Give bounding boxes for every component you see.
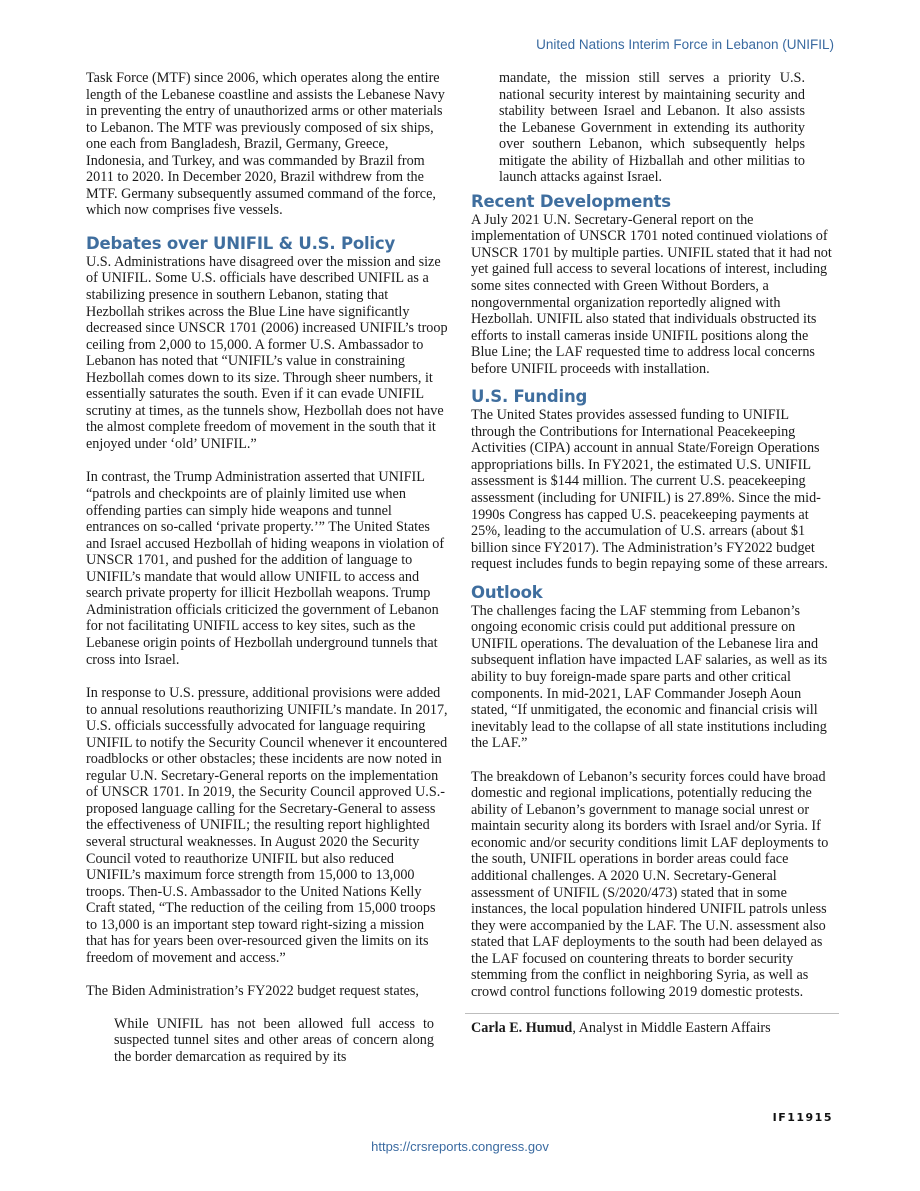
debates-paragraph-3: In response to U.S. pressure, additional provisions were added to annual resolutions reauthorizing UNIFIL’s mandate. In 2017, U.S. officials successfully advocated for language requiring UNIFIL to notify the Security Council whenever it encountered roadblocks or other obstacles; these incidents are now noted in regular U.N. Secretary-General reports on the implementation of UNSCR 1701. In 2019, the Security Council approved U.S.-proposed language calling for the Secretary-General to assess the effectiveness of UNIFIL; the resulting report highlighted several structural weaknesses. In August 2020 the Security Council voted to reauthorize UNIFIL but also reduced UNIFIL’s maximum force strength from 15,000 to 13,000 troops. Then-U.S. Ambassador to the United Nations Kelly Craft stated, “The reduction of the ceiling from 15,000 troops to 13,000 is an important step toward right-sizing a mission that has for years been over-resourced given the limits on its freedom of movement and access.” [86, 685, 448, 966]
author-line [471, 1020, 833, 1037]
budget-quote-end: mandate, the mission still serves a priority U.S. national security interest by maintaining security and stability between Israel and Lebanon. It also assists the Lebanese Government in extending its authority over southern Lebanon, which subsequently helps mitigate the ability of Hizballah and other militias to launch attacks against Israel. [499, 70, 805, 186]
us-funding-heading: U.S. Funding [471, 387, 588, 407]
left-column [86, 70, 448, 1066]
us-funding-paragraph: The United States provides assessed funding to UNIFIL through the Contributions for International Peacekeeping Activities (CIPA) account in annual State/Foreign Operations appropriations bills. In FY2021, the estimated U.S. UNIFIL assessment is $144 million. The current U.S. peacekeeping assessment (including for UNIFIL) is 27.89%. Since the mid-1990s Congress has capped U.S. peacekeeping payments at 25%, leading to the accumulation of U.S. arrears (about $1 billion since FY2017). The Administration’s FY2022 budget request includes funds to begin repaying some of these arrears. [471, 407, 828, 573]
outlook-paragraph-1: The challenges facing the LAF stemming from Lebanon’s ongoing economic crisis could put additional pressure on UNIFIL operations. The devaluation of the Lebanese lira and subsequent inflation have impacted LAF salaries, as well as its ability to buy foreign-made spare parts and other critical components. In mid-2021, LAF Commander Joseph Aoun stated, “If unmitigated, the economic and financial crisis will inevitably lead to the collapse of all state institutions including the LAF.” [471, 602, 828, 752]
author-divider [465, 1013, 839, 1014]
debates-heading: Debates over UNIFIL & U.S. Policy [86, 233, 396, 253]
recent-developments-paragraph: A July 2021 U.N. Secretary-General report on the implementation of UNSCR 1701 noted continued violations of UNSCR 1701 by multiple parties. UNIFIL stated that it had not yet gained full access to several locations of interest, including some sites connected with Green Without Borders, a nongovernmental organization reportedly aligned with Hezbollah. UNIFIL also stated that individuals obstructed its efforts to install cameras inside UNIFIL positions along the Blue Line; the LAF requested time to address local concerns before UNIFIL proceeds with installation. [471, 211, 832, 377]
debates-paragraph-4: The Biden Administration’s FY2022 budget request states, [86, 983, 419, 1000]
recent-developments-heading: Recent Developments [471, 191, 671, 211]
author-name: Carla E. Humud [471, 1020, 573, 1037]
footer-url-link[interactable]: https://crsreports.congress.gov [371, 1139, 549, 1154]
debates-paragraph-1: U.S. Administrations have disagreed over the mission and size of UNIFIL. Some U.S. officials have described UNIFIL as a stabilizing presence in southern Lebanon, stating that Hezbollah strikes across the Blue Line have significantly decreased since UNSCR 1701 (2006) increased UNIFIL’s troop ceiling from 2,000 to 15,000. A former U.S. Ambassador to Lebanon has noted that “UNIFIL’s value in constraining Hezbollah comes down to its size. Through sheer numbers, it essentially saturates the south. Even if it can evade UNIFIL scrutiny at times, as the tunnels show, Hezbollah does not have the almost complete freedom of movement in the south that it enjoyed under ‘old’ UNIFIL.” [86, 253, 448, 452]
budget-quote-start: While UNIFIL has not been allowed full access to suspected tunnel sites and other areas of concern along the border demarcation as required by its [114, 1015, 434, 1065]
running-header-title: United Nations Interim Force in Lebanon (UNIFIL) [536, 37, 834, 52]
debates-paragraph-2: In contrast, the Trump Administration asserted that UNIFIL “patrols and checkpoints are of plainly limited use when offending parties can simply hide weapons and tunnel entrances on so-called ‘private property.’” The United States and Israel accused Hezbollah of hiding weapons in violation of UNSCR 1701, and pushed for the addition of language to UNIFIL’s mandate that would allow UNIFIL to access and search private property for illicit Hezbollah weapons. Trump Administration officials criticized the government of Lebanon for not facilitating UNIFIL access to key sites, such as the Lebanese origin points of Hezbollah underground tunnels that cross into Israel. [86, 469, 445, 668]
author-role: , Analyst in Middle Eastern Affairs [572, 1020, 771, 1037]
mtf-paragraph: Task Force (MTF) since 2006, which operates along the entire length of the Lebanese coastline and assists the Lebanese Navy in preventing the entry of unauthorized arms or other materials to Lebanon. The MTF was previously composed of six ships, one each from Bangladesh, Brazil, Germany, Greece, Indonesia, and Turkey, and was commanded by Brazil from 2011 to 2020. In December 2020, Brazil withdrew from the MTF. Germany subsequently assumed command of the force, which now comprises five vessels. [86, 70, 445, 219]
product-code: IF11915 [772, 1111, 833, 1124]
outlook-heading: Outlook [471, 582, 543, 602]
right-column [471, 70, 833, 1037]
outlook-paragraph-2: The breakdown of Lebanon’s security forces could have broad domestic and regional implications, potentially reducing the ability of Lebanon’s government to manage social unrest or maintain security along its borders with Israel and/or Syria. If economic and/or security conditions limit LAF deployments to the south, UNIFIL operations in border areas could face additional challenges. A 2020 U.N. Secretary-General assessment of UNIFIL (S/2020/473) stated that in some instances, the local population hindered UNIFIL patrols unless they were accompanied by the LAF. The U.N. assessment also stated that LAF deployments to the south had been delayed as the LAF focused on countering threats to border security stemming from the conflict in neighboring Syria, as well as crowd control functions following 2019 domestic protests. [471, 768, 829, 1000]
